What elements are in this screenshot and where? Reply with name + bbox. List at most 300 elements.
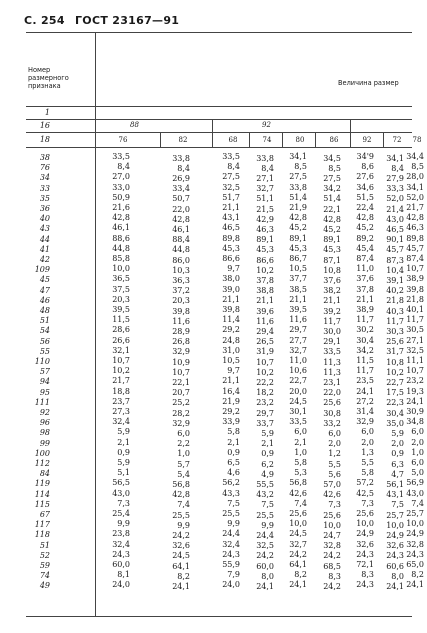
table-cell: 32,6 [386,541,404,551]
table-cell: 24,1 [406,580,424,590]
table-cell: 24,2 [323,581,341,591]
table-cell: 45,7 [386,245,404,255]
column-header: 68 [228,136,238,144]
table-cell: 33,5 [289,417,307,427]
table-cell: 86,0 [172,255,190,265]
row-label: 95 [39,387,50,397]
table-cell: 35,0 [386,418,404,428]
row-label: 36 [39,204,50,213]
table-cell: 20,0 [289,386,307,396]
table-cell: 30,3 [386,326,404,336]
table-cell: 24,9 [386,530,404,540]
table-column-divider [160,132,161,147]
table-cell: 5,6 [328,469,341,479]
table-cell: 11,7 [386,316,404,326]
table-cell: 64,1 [172,561,190,571]
table-cell: 11,1 [406,356,424,365]
table-cell: 21,8 [406,294,424,304]
table-cell: 51,1 [256,194,274,204]
row-label: 117 [34,520,50,530]
table-cell: 40,1 [406,305,424,314]
table-cell: 46,1 [112,223,130,233]
table-cell: 5,5 [361,458,374,467]
table-cell: 4,9 [261,469,274,479]
table-cell: 27,3 [112,407,130,416]
table-cell: 56,8 [172,479,190,489]
table-cell: 28,6 [112,325,130,335]
table-cell: 46,5 [386,224,404,234]
column-header: 76 [118,136,128,144]
table-cell: 6,5 [227,458,240,467]
table-cell: 33,2 [323,418,341,428]
table-cell: 32,4 [112,539,130,549]
table-cell: 20,7 [172,388,190,398]
table-cell: 27,6 [356,172,374,182]
row-label: 74 [39,571,50,581]
table-cell: 24,7 [323,530,341,540]
row-label: 56 [39,336,50,346]
row-label: 112 [34,459,50,468]
table-cell: 29,2 [222,325,240,335]
table-cell: 30,9 [406,407,424,416]
table-cell: 39,8 [406,284,424,294]
table-cell: 24,1 [406,396,424,406]
column-header: 78 [412,136,422,144]
table-cell: 21,5 [256,204,274,214]
table-cell: 2,0 [411,437,424,447]
table-cell: 11,6 [172,316,190,326]
table-cell: 8,2 [294,570,307,580]
row-label: 119 [34,479,50,489]
header-row-label: 18 [39,135,50,144]
row-header-label-line: Номер [28,66,51,74]
table-cell: 33,0 [112,182,130,192]
table-cell: 30,5 [406,325,424,335]
column-header: 80 [295,136,305,144]
table-cell: 23,2 [256,398,274,408]
row-label: 43 [39,224,50,234]
row-label: 92 [39,408,50,417]
table-cell: 22,2 [256,377,274,387]
table-cell: 89,2 [356,233,374,243]
table-cell: 25,6 [323,510,341,520]
table-cell: 21,4 [386,204,404,214]
table-cell: 86,6 [256,255,274,265]
row-label: 35 [39,193,50,203]
row-label: 76 [39,163,50,173]
table-cell: 37,5 [112,284,130,294]
table-cell: 42,8 [172,214,190,224]
table-cell: 32,4 [222,539,240,549]
table-cell: 22,1 [172,377,190,387]
table-cell: 30,4 [386,408,404,418]
table-cell: 8,4 [117,162,130,172]
table-cell: 45,3 [323,245,341,255]
table-cell: 7,5 [261,500,274,510]
table-cell: 29,1 [323,337,341,347]
table-cell: 31,0 [222,345,240,355]
table-cell: 21,1 [289,294,307,304]
table-cell: 25,6 [356,509,374,518]
row-label: 100 [34,448,50,458]
table-cell: 90,1 [386,235,404,245]
table-cell: 88,4 [172,235,190,245]
table-cell: 56,1 [386,479,404,489]
row-label: 51 [39,316,50,326]
table-cell: 6,0 [411,458,424,467]
table-cell: 33,5 [112,152,130,161]
table-cell: 46,3 [256,224,274,234]
table-cell: 10,8 [323,265,341,275]
table-cell: 32,7 [289,539,307,549]
table-cell: 7,4 [294,498,307,508]
table-cell: 7,5 [391,500,404,510]
table-cell: 56,9 [406,478,424,488]
table-rule [26,119,412,120]
row-label: 110 [34,357,50,366]
table-cell: 20,3 [112,294,130,304]
group-header: 88 [130,121,139,129]
table-cell: 25,4 [112,509,130,518]
table-cell: 21,6 [112,203,130,212]
table-cell: 46,5 [222,223,240,233]
table-cell: 34'9 [356,152,374,161]
table-cell: 51,4 [323,194,341,204]
row-label: 41 [39,244,50,254]
table-cell: 18,2 [256,388,274,398]
row-label: 118 [34,530,50,540]
row-label: 114 [34,489,50,499]
table-cell: 10,0 [289,519,307,529]
table-cell: 5,0 [411,468,424,478]
table-cell: 5,3 [294,468,307,478]
table-cell: 38,5 [289,284,307,294]
table-cell: 56,5 [112,478,130,488]
table-cell: 2,1 [294,437,307,447]
table-cell: 45,4 [356,243,374,253]
table-cell: 7,3 [361,498,374,508]
table-cell: 33,8 [289,182,307,192]
table-cell: 27,5 [289,172,307,182]
table-cell: 11,7 [406,315,424,325]
table-cell: 56,8 [289,478,307,488]
value-header: Величина размер [338,79,399,87]
table-cell: 33,7 [256,418,274,428]
table-cell: 52,0 [386,194,404,204]
table-rule [26,106,412,107]
table-cell: 32,6 [356,539,374,549]
table-cell: 5,7 [177,459,190,469]
table-cell: 38,9 [356,305,374,314]
table-cell: 39,5 [289,305,307,314]
table-cell: 32,5 [406,345,424,355]
table-cell: 89,1 [256,235,274,245]
page-number: С. 254 [24,14,65,27]
table-cell: 21,1 [222,294,240,304]
table-cell: 43,0 [112,488,130,498]
table-cell: 5,9 [391,428,404,438]
table-cell: 22,0 [323,388,341,398]
table-cell: 60,0 [112,560,130,569]
table-cell: 24,1 [386,581,404,591]
table-cell: 10,0 [356,519,374,529]
table-cell: 39,8 [222,305,240,314]
table-cell: 45,3 [222,243,240,253]
table-cell: 51,7 [222,192,240,202]
table-cell: 2,0 [328,439,341,449]
table-cell: 30,0 [323,326,341,336]
table-cell: 44,8 [112,243,130,253]
table-cell: 22,3 [386,398,404,408]
table-cell: 42,6 [289,488,307,498]
table-cell: 10,2 [256,265,274,275]
table-cell: 37,6 [356,274,374,284]
table-cell: 8,4 [391,163,404,173]
table-cell: 5,4 [177,469,190,479]
table-cell: 9,9 [261,520,274,530]
table-cell: 9,9 [117,519,130,529]
column-header: 74 [262,136,272,144]
table-cell: 26,5 [256,337,274,347]
table-cell: 9,9 [177,520,190,530]
table-cell: 39,8 [172,306,190,316]
table-rule [26,147,412,148]
table-cell: 39,5 [112,305,130,314]
table-cell: 72,1 [356,560,374,569]
table-cell: 24,1 [356,386,374,396]
row-label: 47 [39,285,50,295]
table-cell: 86,6 [222,254,240,263]
table-cell: 7,3 [328,500,341,510]
table-cell: 11,0 [289,356,307,365]
table-cell: 87,4 [406,254,424,263]
table-cell: 27,5 [222,172,240,182]
table-cell: 10,7 [406,366,424,376]
table-cell: 22,0 [172,204,190,214]
table-cell: 37,7 [289,274,307,284]
table-cell: 43,1 [222,213,240,223]
table-cell: 7,3 [117,498,130,508]
table-cell: 34,4 [406,152,424,161]
table-cell: 43,0 [406,488,424,498]
table-cell: 26,9 [172,173,190,183]
table-cell: 87,4 [356,254,374,263]
table-cell: 11,3 [323,357,341,367]
table-cell: 21,1 [256,296,274,306]
table-cell: 57,2 [356,478,374,488]
table-cell: 42,8 [406,213,424,223]
table-cell: 11,3 [323,367,341,377]
row-label: 45 [39,275,50,285]
row-label: 57 [39,367,50,377]
table-cell: 10,7 [172,367,190,377]
table-cell: 33,5 [323,347,341,357]
table-cell: 25,5 [256,510,274,520]
table-cell: 27,9 [386,173,404,183]
row-header-label-line: признака [28,82,61,90]
table-cell: 40,3 [386,306,404,316]
table-top-border [26,32,412,33]
table-cell: 9,7 [227,264,240,274]
table-cell: 39,1 [386,275,404,285]
table-cell: 2,1 [117,437,130,447]
table-cell: 34,8 [406,417,424,427]
row-label: 42 [39,255,50,264]
table-cell: 29,7 [289,325,307,335]
table-cell: 22,1 [323,204,341,214]
table-cell: 31,9 [256,347,274,357]
table-cell: 22,7 [386,377,404,387]
table-cell: 5,9 [117,427,130,437]
table-cell: 5,5 [328,459,341,469]
table-cell: 11,7 [356,366,374,376]
row-label: 51 [39,540,50,550]
table-cell: 50,7 [172,194,190,204]
table-cell: 42,6 [323,490,341,500]
table-cell: 46,3 [406,223,424,233]
table-cell: 60,6 [386,561,404,571]
table-cell: 87,1 [323,255,341,265]
table-cell: 18,8 [112,386,130,396]
table-cell: 24,1 [172,581,190,591]
table-cell: 29,4 [256,326,274,336]
table-column-divider [95,32,96,616]
table-cell: 6,0 [328,428,341,438]
column-header: 92 [362,136,372,144]
table-cell: 5,9 [261,428,274,438]
table-cell: 24,2 [289,549,307,559]
column-header: 72 [392,136,402,144]
table-cell: 88,6 [112,233,130,243]
table-cell: 33,8 [256,153,274,163]
table-cell: 10,2 [386,367,404,377]
row-label: 48 [39,306,50,315]
table-cell: 22,7 [289,376,307,386]
table-cell: 50,9 [112,192,130,202]
table-cell: 32,6 [172,541,190,551]
table-cell: 10,3 [172,265,190,275]
table-cell: 24,3 [356,580,374,590]
table-cell: 55,9 [222,560,240,569]
table-cell: 8,3 [328,571,341,581]
table-cell: 45,3 [289,243,307,253]
table-cell: 25,7 [386,510,404,520]
table-cell: 21,7 [406,203,424,212]
row-label: 59 [39,561,50,570]
table-cell: 23,5 [356,376,374,386]
table-cell: 27,1 [406,335,424,345]
table-cell: 24,5 [172,551,190,561]
table-cell: 8,4 [227,162,240,172]
table-cell: 55,5 [256,479,274,489]
table-cell: 45,2 [356,223,374,233]
table-cell: 20,3 [172,296,190,306]
table-cell: 23,2 [406,376,424,386]
table-cell: 8,0 [261,571,274,581]
table-cell: 34,1 [406,182,424,192]
table-cell: 30,2 [356,325,374,335]
table-cell: 42,5 [356,488,374,498]
table-cell: 87,3 [386,255,404,265]
table-cell: 11,6 [289,315,307,325]
table-cell: 21,1 [323,296,341,306]
table-cell: 2,0 [361,437,374,447]
table-cell: 11,5 [356,356,374,365]
table-cell: 32,8 [406,539,424,549]
table-cell: 2,1 [261,439,274,449]
table-cell: 36,5 [112,274,130,284]
table-cell: 89,8 [222,233,240,243]
table-cell: 0,9 [391,449,404,459]
table-cell: 45,3 [256,245,274,255]
table-cell: 25,2 [172,398,190,408]
table-cell: 11,6 [256,316,274,326]
table-cell: 24,2 [323,551,341,561]
table-cell: 9,7 [227,366,240,376]
table-cell: 42,8 [172,490,190,500]
table-cell: 42,8 [356,213,374,223]
table-cell: 86,7 [289,254,307,263]
table-cell: 10,2 [256,367,274,377]
table-cell: 5,9 [117,458,130,467]
row-label: 55 [39,346,50,356]
table-cell: 65,0 [406,560,424,569]
table-cell: 25,5 [172,510,190,520]
table-cell: 32,9 [356,417,374,427]
table-cell: 34,2 [323,184,341,194]
row-label: 49 [39,581,50,591]
column-header: 86 [329,136,339,144]
row-label: 46 [39,295,50,305]
table-cell: 8,5 [411,162,424,172]
table-cell: 8,3 [361,570,374,580]
table-cell: 5,8 [294,458,307,467]
table-cell: 29,7 [256,408,274,418]
table-cell: 1,0 [411,447,424,457]
table-cell: 24,2 [172,530,190,540]
row-label: 44 [39,234,50,244]
table-cell: 21,1 [356,294,374,304]
table-cell: 57,0 [323,479,341,489]
table-cell: 11,0 [356,264,374,274]
table-cell: 42,8 [112,213,130,223]
table-cell: 21,9 [289,203,307,212]
table-cell: 39,0 [222,284,240,294]
table-cell: 56,2 [222,478,240,488]
table-cell: 34,1 [289,152,307,161]
table-cell: 37,6 [323,275,341,285]
table-cell: 31,7 [386,347,404,357]
table-column-divider [212,119,213,147]
table-cell: 4,6 [227,468,240,478]
table-cell: 10,0 [386,520,404,530]
table-cell: 32,7 [289,345,307,355]
row-label: 34 [39,173,50,183]
table-cell: 6,0 [411,427,424,437]
table-cell: 25,6 [289,509,307,518]
row-label: 111 [34,397,50,407]
table-cell: 33,3 [386,184,404,194]
table-cell: 43,1 [386,490,404,500]
table-cell: 25,7 [406,509,424,518]
table-cell: 19,3 [406,386,424,396]
table-cell: 16,4 [222,386,240,396]
table-cell: 26,8 [172,337,190,347]
table-cell: 27,5 [323,173,341,183]
table-cell: 32,7 [256,184,274,194]
table-cell: 10,7 [112,356,130,365]
row-label: 84 [39,469,50,479]
